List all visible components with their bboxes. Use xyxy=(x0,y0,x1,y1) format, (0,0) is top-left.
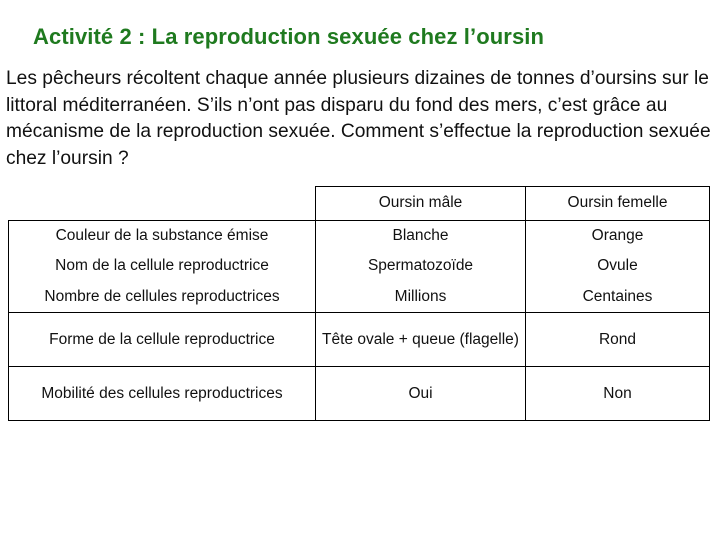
table-row xyxy=(9,282,710,313)
table-corner-cell xyxy=(9,187,316,221)
female-value: Ovule xyxy=(526,251,710,282)
male-value: Blanche xyxy=(316,220,526,251)
row-label: Forme de la cellule reproductrice xyxy=(9,313,316,367)
page-title: Activité 2 : La reproduction sexuée chez l’oursin xyxy=(33,24,545,49)
female-value: Rond xyxy=(526,313,710,367)
table-row xyxy=(9,313,710,367)
row-label: Nom de la cellule reproductrice xyxy=(9,251,316,282)
female-value: Centaines xyxy=(526,282,710,313)
row-label: Mobilité des cellules reproductrices xyxy=(9,367,316,421)
table-row xyxy=(9,367,710,421)
row-label: Couleur de la substance émise xyxy=(9,220,316,251)
table-header-row xyxy=(9,187,710,221)
intro-paragraph: Les pêcheurs récoltent chaque année plusieurs dizaines de tonnes d’oursins sur le littoral méditerranéen. S’ils n’ont pas disparu du fond des mers, c’est grâce au mécanisme de la reproduction sexuée. Comment s’effectue la reproduction sexuée chez l’oursin ? xyxy=(6,68,711,169)
male-value: Spermatozoïde xyxy=(316,251,526,282)
row-label: Nombre de cellules reproductrices xyxy=(9,282,316,313)
column-header-male: Oursin mâle xyxy=(316,187,526,221)
male-value: Tête ovale + queue (flagelle) xyxy=(316,313,526,367)
table-row xyxy=(9,220,710,251)
female-value: Non xyxy=(526,367,710,421)
table-row xyxy=(9,251,710,282)
female-value: Orange xyxy=(526,220,710,251)
column-header-female: Oursin femelle xyxy=(526,187,710,221)
comparison-table xyxy=(8,186,710,421)
male-value: Millions xyxy=(316,282,526,313)
male-value: Oui xyxy=(316,367,526,421)
